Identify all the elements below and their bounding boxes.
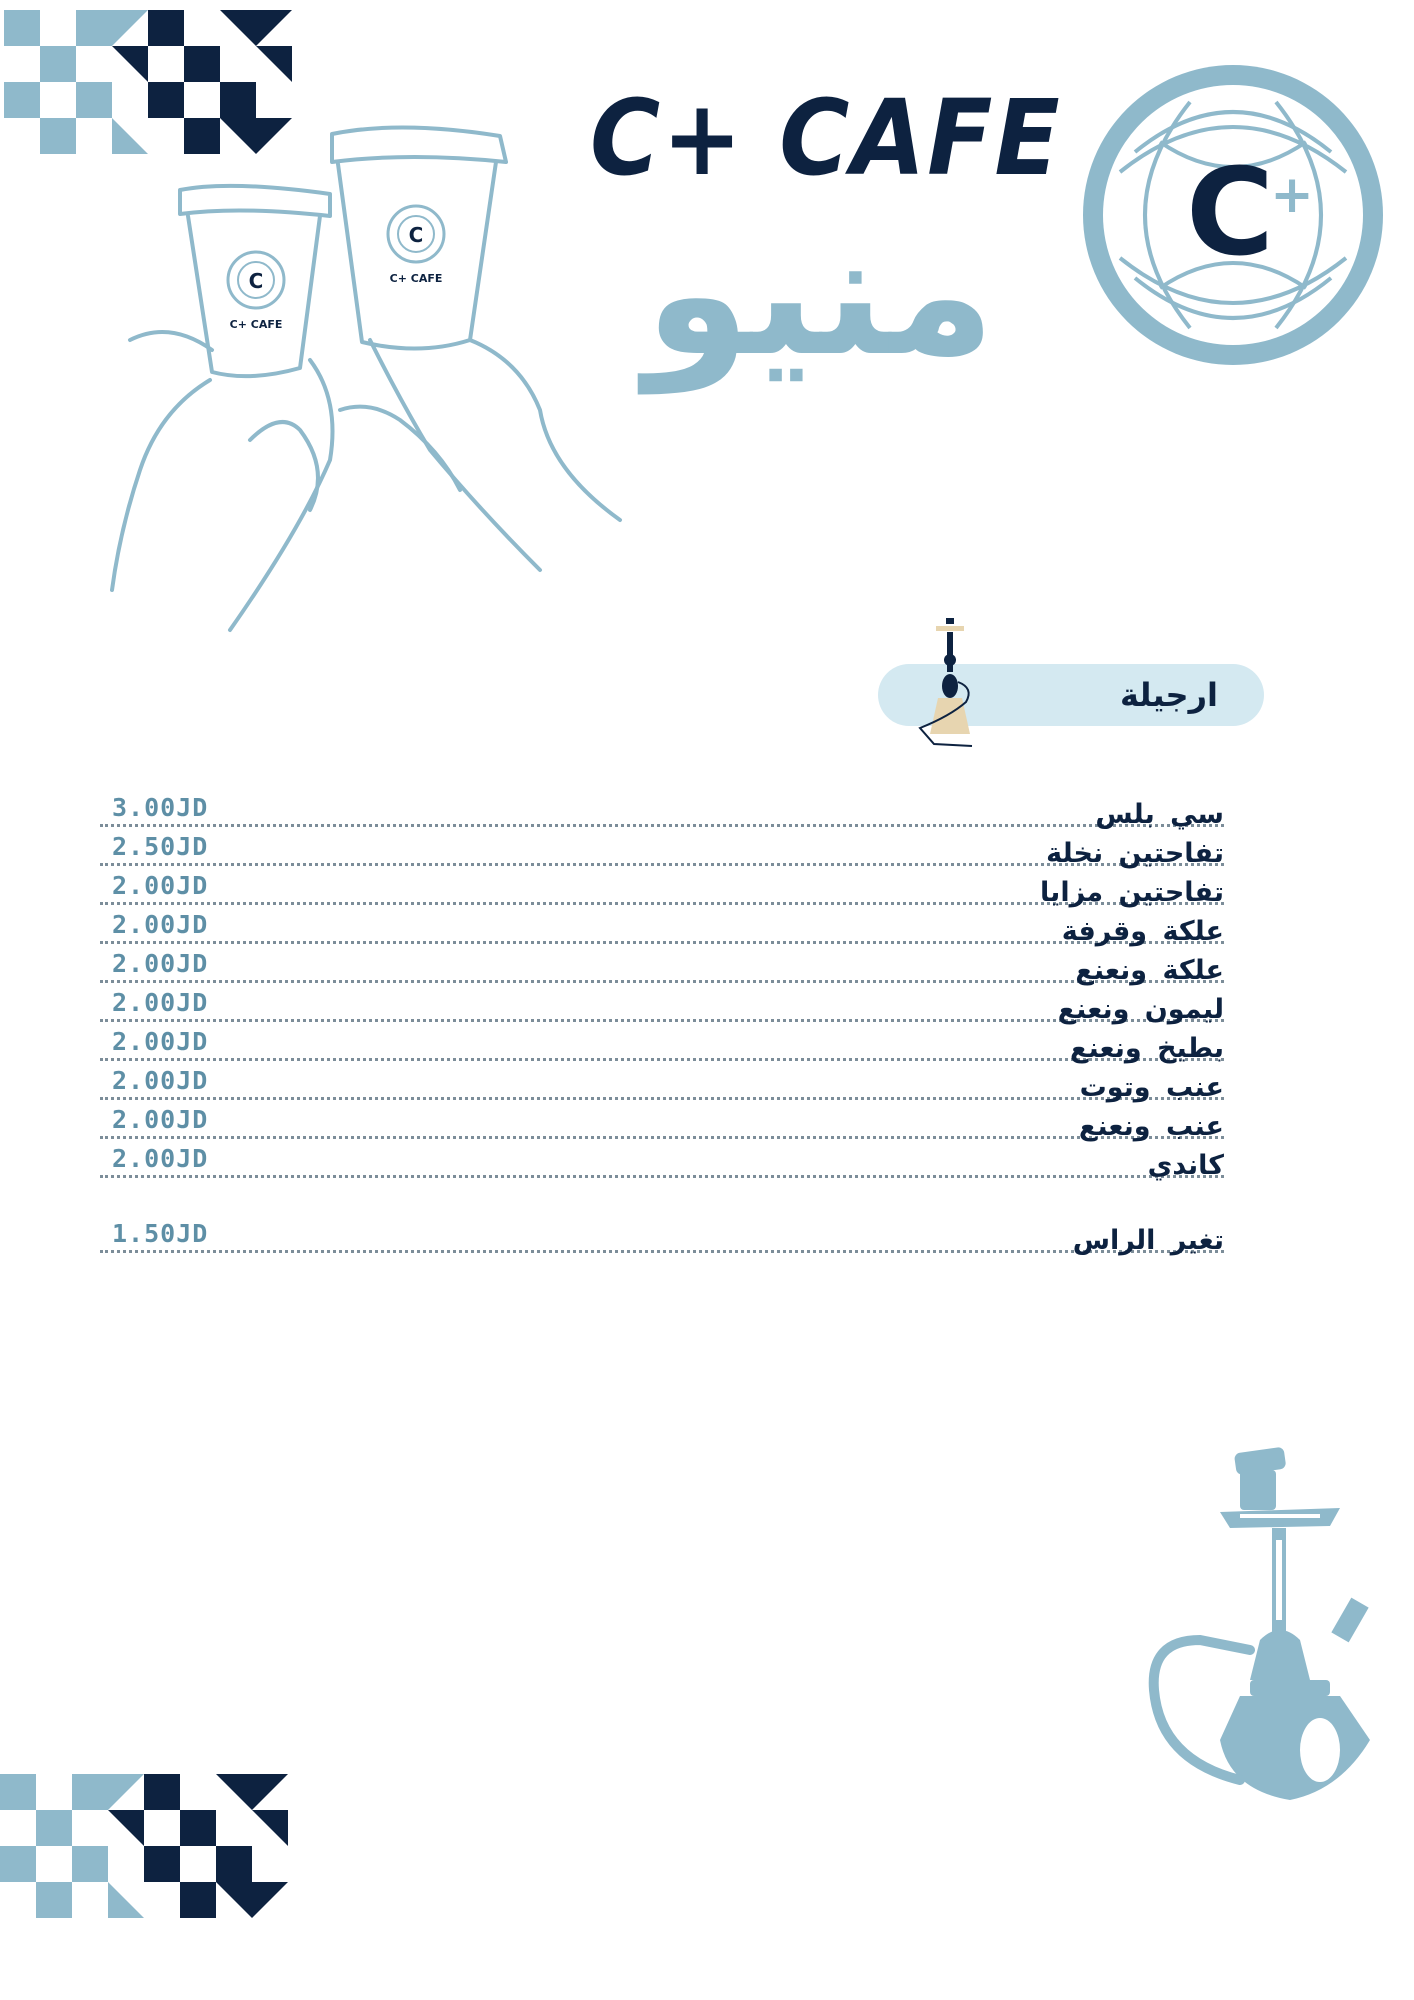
item-name: سي بلس [1095, 799, 1224, 830]
menu-item [100, 910, 1224, 947]
menu-heading: منيو [644, 196, 996, 394]
menu-item [100, 1105, 1224, 1142]
item-name: علكة وقرفة [1061, 916, 1224, 947]
menu-item [100, 949, 1224, 986]
hookah-illustration [1140, 1440, 1414, 1830]
item-name: تفاحتين مزايا [1040, 877, 1224, 908]
menu-item [100, 988, 1224, 1025]
item-price: 3.00JD [112, 793, 209, 822]
menu-item [100, 832, 1224, 869]
brand-title: C+ CAFE [590, 77, 1062, 199]
item-price: 2.00JD [112, 910, 209, 939]
item-price: 2.00JD [112, 1066, 209, 1095]
cup-logo-letter-right: C [408, 223, 424, 247]
menu-item [100, 1144, 1224, 1181]
item-name: كاندي [1147, 1150, 1224, 1181]
decorative-pattern-bottom [0, 1770, 300, 1920]
item-price: 2.00JD [112, 871, 209, 900]
item-price: 2.00JD [112, 1144, 209, 1173]
cup-logo-letter-left: C [248, 269, 264, 293]
hookah-icon [910, 616, 980, 752]
logo-plus: + [1270, 165, 1314, 225]
menu-item [100, 871, 1224, 908]
item-price: 2.00JD [112, 949, 209, 978]
item-name: ليمون ونعنع [1057, 994, 1224, 1025]
cups-illustration [100, 110, 640, 640]
menu-item [100, 1027, 1224, 1064]
item-price: 2.50JD [112, 832, 209, 861]
item-price: 2.00JD [112, 988, 209, 1017]
cup-label-right: C+ CAFE [389, 272, 443, 285]
item-price: 2.00JD [112, 1105, 209, 1134]
item-price: 1.50JD [112, 1219, 209, 1248]
item-name: عنب وتوت [1079, 1072, 1224, 1103]
logo-letter: C [1185, 144, 1275, 283]
section-title: ارجيلة [1120, 676, 1218, 714]
menu-item [100, 1219, 1224, 1256]
item-price: 2.00JD [112, 1027, 209, 1056]
menu-item [100, 793, 1224, 830]
item-name: تفاحتين نخلة [1046, 838, 1224, 869]
item-name: تغير الراس [1072, 1225, 1224, 1256]
cup-label-left: C+ CAFE [229, 318, 283, 331]
item-name: بطيخ ونعنع [1070, 1033, 1224, 1064]
menu-item [100, 1066, 1224, 1103]
cafe-logo [1080, 62, 1386, 368]
item-name: علكة ونعنع [1075, 955, 1224, 986]
item-name: عنب ونعنع [1078, 1111, 1224, 1142]
